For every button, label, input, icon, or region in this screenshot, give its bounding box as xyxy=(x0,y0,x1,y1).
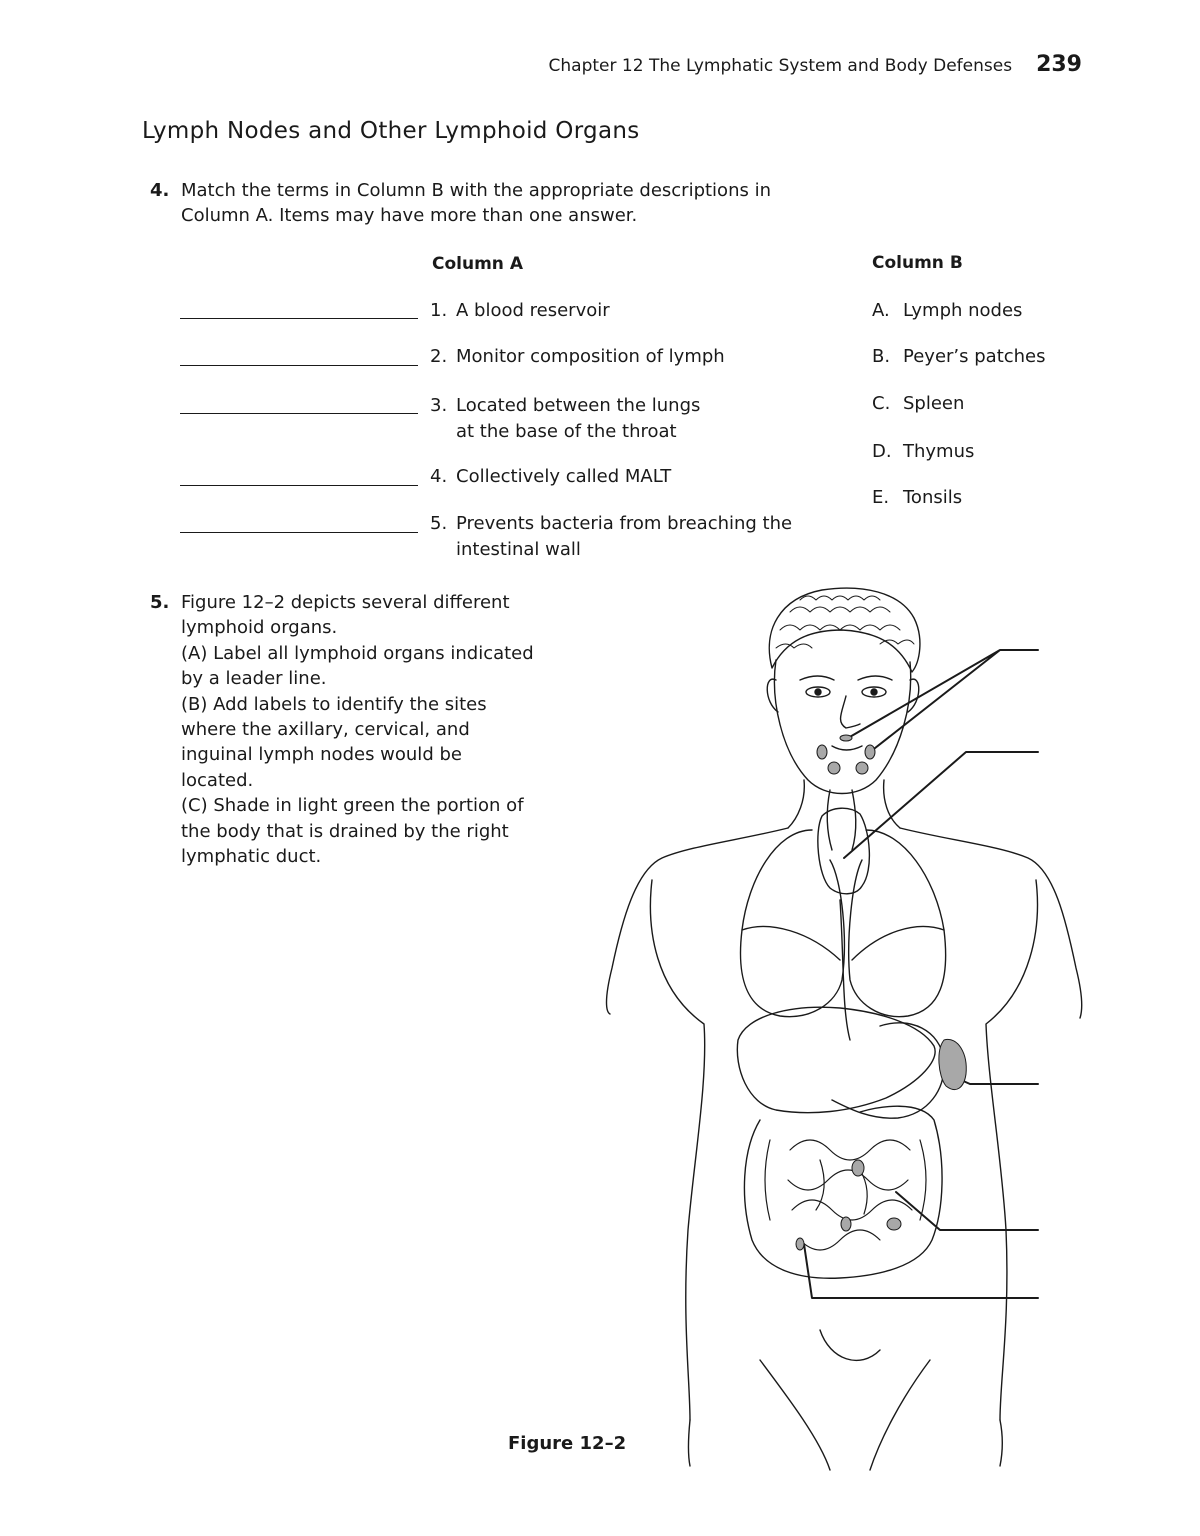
item-text-continued: intestinal wall xyxy=(456,539,581,560)
face-outline xyxy=(774,660,910,794)
spleen xyxy=(939,1039,966,1089)
item-number: 4. xyxy=(430,466,448,487)
nose xyxy=(841,696,860,728)
term-letter: B. xyxy=(872,346,891,367)
tonsil-lower-left xyxy=(828,762,840,774)
neck xyxy=(788,780,900,828)
right-lung xyxy=(849,830,946,1017)
tonsil-pharyngeal xyxy=(840,735,852,741)
question-5-line: the body that is drained by the right xyxy=(181,820,509,842)
leader-lines xyxy=(804,650,1038,1298)
question-5-number: 5. xyxy=(150,592,170,613)
term-text: Lymph nodes xyxy=(903,300,1023,321)
column-a-heading: Column A xyxy=(432,254,523,274)
question-4-number: 4. xyxy=(150,180,170,201)
question-5-line: (B) Add labels to identify the sites xyxy=(181,693,487,715)
item-text: A blood reservoir xyxy=(456,300,610,321)
term-letter: D. xyxy=(872,441,892,462)
groin xyxy=(760,1330,930,1470)
term-text: Spleen xyxy=(903,393,965,414)
trachea xyxy=(827,790,856,850)
question-5-line: located. xyxy=(181,769,254,791)
arm-inner-left xyxy=(650,880,704,1420)
left-lung xyxy=(741,830,845,1017)
item-text: Prevents bacteria from breaching the xyxy=(456,513,793,534)
term-text: Tonsils xyxy=(903,487,963,508)
question-5-line: (C) Shade in light green the portion of xyxy=(181,795,524,817)
mouth xyxy=(832,746,862,750)
question-5-line: Figure 12–2 depicts several different xyxy=(181,592,510,613)
chapter-title: Chapter 12 The Lymphatic System and Body Defenses xyxy=(548,56,1013,76)
term-letter: E. xyxy=(872,487,890,508)
item-text-continued: at the base of the throat xyxy=(456,421,677,442)
item-text: Located between the lungs xyxy=(456,395,701,416)
term-text: Thymus xyxy=(903,441,975,462)
question-5-line: where the axillary, cervical, and xyxy=(181,719,470,741)
column-b-heading: Column B xyxy=(872,253,963,273)
small-intestine-coils xyxy=(765,1140,926,1250)
page-number: 239 xyxy=(1036,52,1082,77)
question-4-prompt-line-1: Match the terms in Column B with the appropriate descriptions in xyxy=(181,180,771,201)
question-5-line: lymphatic duct. xyxy=(181,846,322,868)
right-eyebrow xyxy=(858,676,892,680)
left-eyebrow xyxy=(800,676,834,680)
question-5-line: inguinal lymph nodes would be xyxy=(181,744,462,766)
hair-outline xyxy=(769,588,920,672)
peyers-patch-2 xyxy=(887,1218,901,1230)
question-4-prompt-line-2: Column A. Items may have more than one answer. xyxy=(181,205,638,226)
torso-right xyxy=(900,828,1082,1018)
thymus xyxy=(818,808,870,894)
term-letter: C. xyxy=(872,393,891,414)
item-number: 2. xyxy=(430,346,448,367)
tonsil-right xyxy=(865,745,875,759)
peyers-patch-3 xyxy=(841,1217,851,1231)
section-title: Lymph Nodes and Other Lymphoid Organs xyxy=(142,118,640,144)
lower-body-right xyxy=(1000,1420,1002,1466)
peyers-patch-1 xyxy=(852,1160,864,1176)
item-text: Collectively called MALT xyxy=(456,466,672,487)
question-5-line: by a leader line. xyxy=(181,668,327,690)
figure-caption: Figure 12–2 xyxy=(508,1433,627,1454)
arm-inner-right xyxy=(986,880,1037,1420)
lower-body-left xyxy=(689,1420,691,1466)
item-number: 1. xyxy=(430,300,448,321)
appendix xyxy=(796,1238,804,1250)
question-5-line: (A) Label all lymphoid organs indicated xyxy=(181,642,534,664)
torso-left xyxy=(607,828,789,1014)
term-text: Peyer’s patches xyxy=(903,346,1046,367)
item-number: 3. xyxy=(430,395,448,416)
question-5-line: lymphoid organs. xyxy=(181,617,338,639)
large-intestine xyxy=(744,1106,942,1278)
item-number: 5. xyxy=(430,513,448,534)
term-letter: A. xyxy=(872,300,890,321)
item-text: Monitor composition of lymph xyxy=(456,346,725,367)
tonsil-lower-right xyxy=(856,762,868,774)
tonsil-left xyxy=(817,745,827,759)
